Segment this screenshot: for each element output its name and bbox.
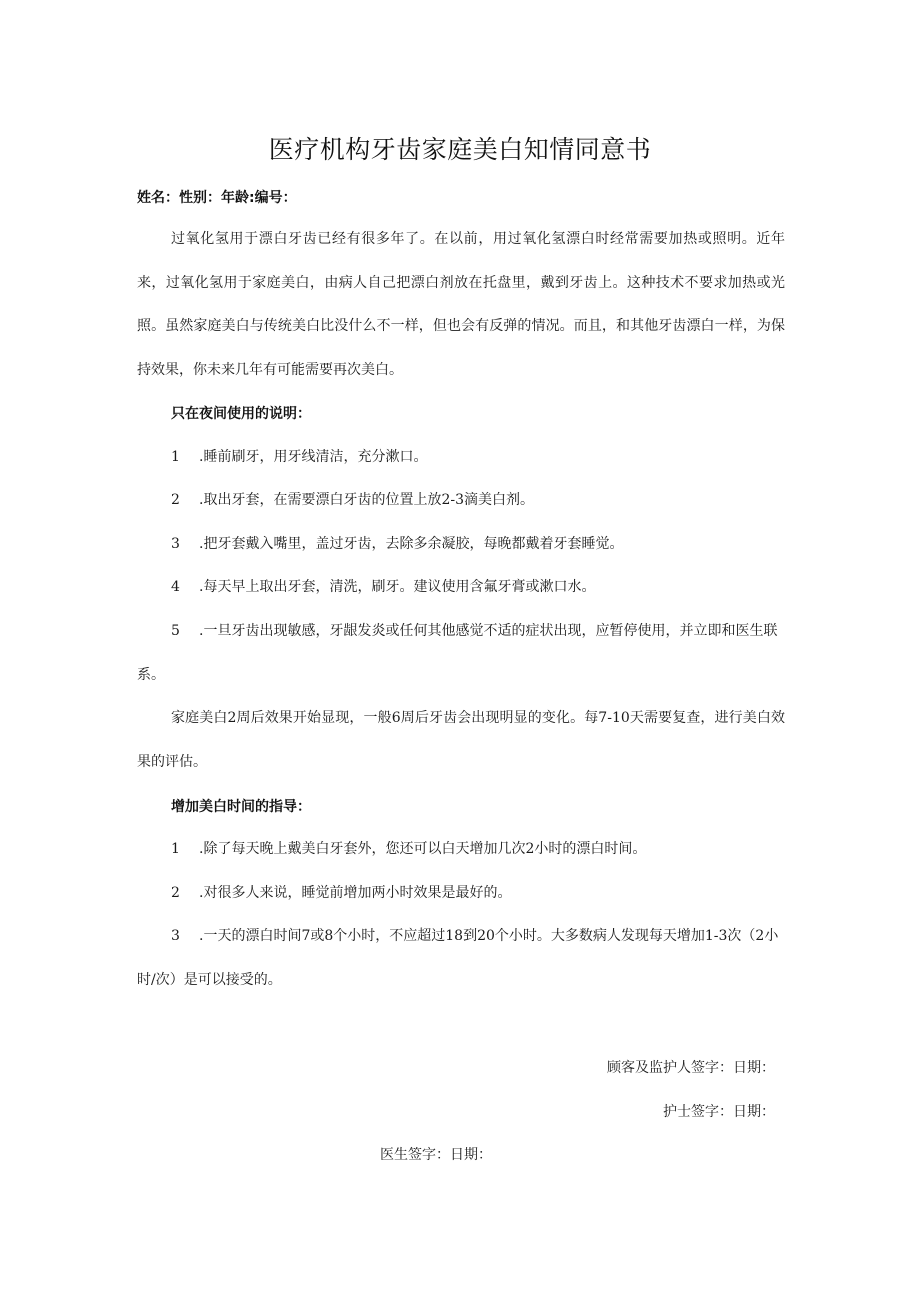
item-text: .把牙套戴入嘴里，盖过牙齿，去除多余凝胶，每晚都戴着牙套睡觉。 [199, 536, 624, 552]
item-text: .每天早上取出牙套，清洗，刷牙。建议使用含氟牙膏或漱口水。 [199, 579, 596, 595]
extend-time-heading: 增加美白时间的指导： [171, 799, 311, 815]
item-text: .取出牙套，在需要漂白牙齿的位置上放2-3滴美白剂。 [199, 492, 534, 508]
patient-info-line: 姓名：性别：年龄:编号： [137, 190, 297, 206]
item-text: .对很多人来说，睡觉前增加两小时效果是最好的。 [199, 885, 512, 901]
item-number: 5 [171, 623, 180, 639]
item-text: .睡前刷牙，用牙线清洁，充分漱口。 [199, 449, 428, 465]
item-number: 1 [171, 449, 180, 465]
night-instruction-item [137, 479, 785, 523]
item-number: 3 [171, 928, 180, 944]
item-text: .一旦牙齿出现敏感，牙龈发炎或任何其他感觉不适的症状出现，应暂停使用，并立即和医生联系。 [137, 623, 778, 683]
item-number: 2 [171, 885, 180, 901]
extend-instruction-item [137, 872, 785, 916]
nurse-signature-line: 护士签字：日期： [663, 1104, 775, 1120]
doctor-signature-line: 医生签字：日期： [380, 1147, 492, 1163]
extend-instruction-item [137, 828, 785, 872]
item-text: .除了每天晚上戴美白牙套外，您还可以白天增加几次2小时的漂白时间。 [199, 841, 647, 857]
night-instruction-item [137, 523, 785, 567]
item-number: 4 [171, 579, 180, 595]
page-title: 医疗机构牙齿家庭美白知情同意书 [268, 135, 652, 164]
item-number: 1 [171, 841, 180, 857]
night-instruction-item [137, 436, 785, 480]
night-use-heading: 只在夜间使用的说明： [171, 406, 311, 422]
night-instruction-item [137, 610, 785, 697]
extend-instruction-item [137, 915, 785, 1002]
item-number: 2 [171, 492, 180, 508]
customer-signature-line: 顾客及监护人签字：日期： [607, 1060, 775, 1076]
item-number: 3 [171, 536, 180, 552]
intro-paragraph: 过氧化氢用于漂白牙齿已经有很多年了。在以前，用过氧化氢漂白时经常需要加热或照明。近年来，过氧化氢用于家庭美白，由病人自己把漂白剂放在托盘里，戴到牙齿上。这种技术不要求加热或光照。虽然家庭美白与传统美白比没什么不一样，但也会有反弹的情况。而且，和其他牙齿漂白一样，为保持效果，你未来几年有可能需要再次美白。 [137, 231, 785, 378]
item-text: .一天的漂白时间7或8个小时，不应超过18到20个小时。大多数病人发现每天增加1-3次（2小时/次）是可以接受的。 [137, 928, 779, 988]
night-instruction-item [137, 566, 785, 610]
effect-paragraph: 家庭美白2周后效果开始显现，一般6周后牙齿会出现明显的变化。每7-10天需要复查，进行美白效果的评估。 [137, 710, 785, 770]
